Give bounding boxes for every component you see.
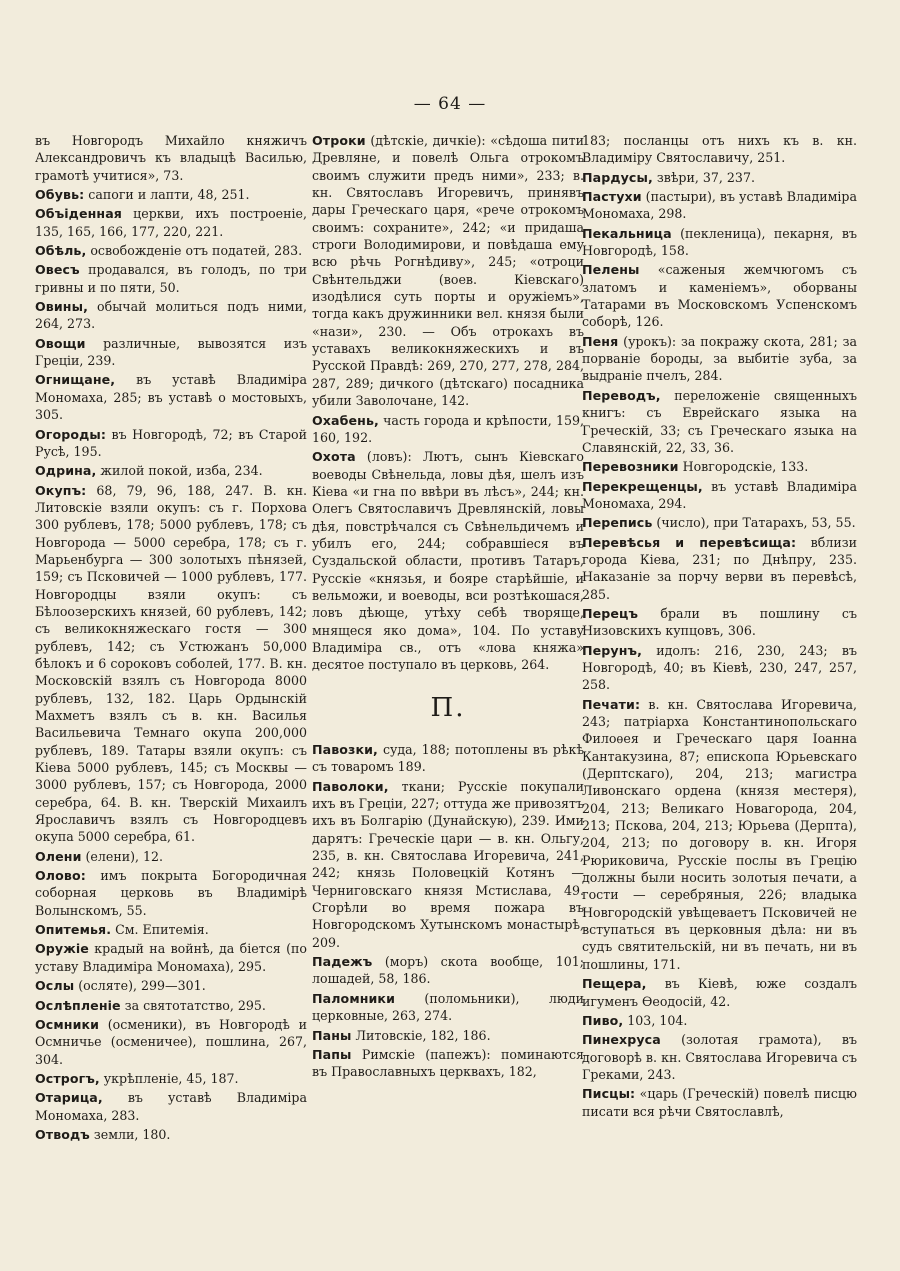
index-entry [35,867,307,919]
entry-text: въ Новгородѣ, 72; въ Старой Русѣ, 195. [35,426,307,459]
entry-text: въ Кіевѣ, юже создалъ игуменъ Ѳеодосій, 42. [582,976,857,1009]
entry-text: (дѣтскіе, дичкіе): «сѣдоша пити Древляне, и повелѣ Ольга отрокомъ своимъ служити предъ ними», 233; в. кн. Святославъ Игоревичъ, принявъ дары Греческаго царя, «рече отрокомъ своимъ: сохраните», 242; «и придаша строги Володимирови, и повѣдаша ему всю рѣчь Рогнѣдиву», 245; «отроци Свѣнтельджи (воев. Кіевскаго) изодѣлися суть порты и оружіемъ», тогда какъ дружинники вел. князя были «нази», 230. — Объ отрокахъ въ уставахъ великокняжескихъ и въ Русской Правдѣ: 269, 270, 277, 278, 284, 287, 289; дичкого (дѣтскаго) посадника убили Заволочане, 142. [312,133,584,409]
entry-headword: Отроки [312,133,366,148]
entry-headword: Пастухи [582,189,642,205]
entry-headword: Овесъ [35,262,80,278]
entry-text: (урокъ): за покражу скота, 281; за порваніе бороды, за выбитіе зуба, за выдраніе пчелъ, 284. [582,333,857,384]
index-column-left [35,132,307,1145]
index-entry [35,997,307,1014]
index-entry [582,188,857,223]
entry-text: (пастыри), въ уставѣ Владиміра Мономаха, 298. [582,189,857,222]
index-entry [582,261,857,330]
index-entry [312,1046,584,1081]
index-entry [582,514,857,531]
index-entry [35,242,307,259]
index-entry [35,186,307,203]
index-entry [582,132,857,167]
index-entry [35,298,307,333]
entry-headword: Ослы [35,978,75,994]
entry-text: (число), при Татарахъ, 53, 55. [652,515,856,531]
entry-headword: Пекальница [582,225,672,241]
index-entry [312,778,584,951]
index-entry [312,132,584,410]
entry-headword: Печати: [582,696,641,712]
entry-headword: Олово: [35,868,86,884]
entry-headword: Окупъ: [35,482,87,498]
entry-headword: Отарица, [35,1090,103,1106]
entry-text: ткани; Русскіе покупали ихъ въ Греціи, 227; оттуда же привозятъ ихъ въ Болгарію (Дунайскую), 239. Ими дарятъ: Греческіе цари — в. кн. Ольгу, 235, в. кн. Святослава Игоревича, 241, 242; князь Половецкій Котянъ — Черниговскаго князя Мстислава, 49. Сгорѣли во время пожара въ Новгородскомъ Хутынскомъ монастырѣ, 209. [312,778,584,950]
index-entry [35,940,307,975]
index-entry [312,448,584,673]
index-entry [35,426,307,461]
entry-text: 183; посланцы отъ нихъ къ в. кн. Владиміру Святославичу, 251. [582,133,857,166]
entry-text: въ уставѣ Владиміра Мономаха, 285; въ уставѣ о мостовыхъ, 305. [35,372,307,423]
entry-text: брали въ пошлину съ Низовскихъ купцовъ, 306. [582,605,857,639]
entry-headword: Огороды: [35,426,107,442]
entry-headword: Опитемья. [35,922,112,938]
letter-section-heading: П. [430,692,466,723]
entry-text: въ уставѣ Владиміра Мономаха, 283. [35,1090,307,1123]
index-entry [35,1089,307,1124]
entry-text: 68, 79, 96, 188, 247. В. кн. Литовскіе взяли окупъ: съ г. Порхова 300 рублевъ, 178; 5000 рублевъ, 178; съ Новгорода — 5000 серебра, 178; съ г. Марьенбурга — 300 золотыхъ пѣнязей, 159; съ Псковичей — 1000 рублевъ, 177. Новгородцы взяли окупъ: съ Бѣлоозерскихъ князей, 60 рублевъ, 142; съ великокняжескаго гостя — 300 рублевъ, 142; съ Устюжанъ 50,000 бѣлокъ и 6 сороковъ соболей, 177. В. кн. Московскій взялъ съ Новгорода 8000 рублевъ, 132, 182. Царь Ордынскій Махметъ взялъ съ в. кн. Василья Васильевича Темнаго окупа 200,000 рублевъ, 189. Татары взяли окупъ: съ Кіева 5000 рублевъ, 145; съ Москвы — 3000 рублевъ, 157; съ Новгорода, 2000 серебра, 64. В. кн. Тверскій Михаилъ Ярославичъ взялъ съ Новгородцевъ окупа 5000 серебра, 61. [35,482,307,845]
entry-text: «царь (Греческій) повелѣ писцю писати вся рѣчи Святославлѣ, [582,1086,857,1119]
entry-text: жилой покой, изба, 234. [96,463,263,479]
entry-headword: Перевозники [582,459,679,475]
index-entry [35,977,307,994]
entry-text: (елени), 12. [81,848,164,864]
index-entry [582,534,857,603]
entry-text: «саженыя жемчюгомъ съ златомъ и каменіемъ», оборваны Татарами въ Московскомъ Успенскомъ соборѣ, 126. [582,262,857,330]
entry-text: переложеніе священныхъ книгъ: съ Еврейскаго языка на Греческій, 33; съ Греческаго языка на Славянскій, 22, 33, 36. [582,387,857,455]
entry-text: Новгородскіе, 133. [678,459,809,475]
entry-text: различные, вывозятся изъ Греціи, 239. [35,335,307,369]
index-entry [582,1085,857,1120]
entry-headword: Перекрещенцы, [582,478,703,494]
entry-text: суда, 188; потоплены въ рѣкѣ съ товаромъ 189. [312,742,584,775]
index-entry [582,387,857,456]
entry-headword: Осмники [35,1016,100,1032]
entry-headword: Обувь: [35,187,85,203]
entry-headword: Охота [312,449,356,465]
index-entry [35,261,307,296]
index-entry [312,990,584,1025]
index-entry [35,132,307,184]
index-entry [582,696,857,974]
entry-text: звѣри, 37, 237. [652,169,755,185]
index-entry [582,1031,857,1083]
entry-headword: Паны [312,1027,352,1043]
index-entry [582,642,857,694]
entry-headword: Овины, [35,299,88,315]
entry-text: Римскіе (папежъ): поминаются въ Православныхъ церквахъ, 182, [312,1046,584,1080]
entry-headword: Писцы: [582,1086,636,1102]
entry-headword: Пелены [582,262,640,278]
entry-headword: Перевѣсья и перевѣсища: [582,534,797,550]
entry-headword: Острогъ, [35,1070,100,1086]
entry-text: продавался, въ голодъ, по три гривны и по пяти, 50. [35,262,307,295]
index-entry [582,478,857,513]
index-entry [35,482,307,846]
index-entry [312,412,584,447]
index-column-middle [312,132,584,1083]
index-entry [582,458,857,475]
entry-text: освобожденіе отъ податей, 283. [86,243,303,259]
entry-text: церкви, ихъ построеніе, 135, 165, 166, 177, 220, 221. [35,206,307,239]
entry-headword: Огнищане, [35,372,116,388]
index-entry [582,333,857,385]
entry-text: обычай молиться подъ ними, 264, 273. [35,299,307,332]
entry-text: крадый на войнѣ, да біется (по уставу Владиміра Мономаха), 295. [35,941,307,974]
index-entry [35,1126,307,1143]
index-entry [582,225,857,260]
entry-text: имъ покрыта Богородичная соборная церковь въ Владимірѣ Волынскомъ, 55. [35,868,307,918]
entry-headword: Охабень, [312,412,379,428]
page-number: — 64 — [413,94,487,114]
entry-text: (осменики), въ Новгородѣ и Осмничье (осменичее), пошлина, 267, 304. [35,1016,307,1067]
entry-text: вблизи города Кіева, 231; по Днѣпру, 235. Наказаніе за порчу верви въ перевѣсѣ, 285. [582,534,857,602]
entry-text: сапоги и лапти, 48, 251. [84,187,250,203]
entry-text: (поломьники), люди церковные, 263, 274. [312,990,584,1024]
index-entry [35,848,307,865]
entry-text: (золотая грамота), въ договорѣ в. кн. Святослава Игоревича съ Греками, 243. [582,1032,857,1082]
entry-headword: Папы [312,1046,352,1062]
entry-headword: Одрина, [35,463,97,479]
index-entry [35,921,307,938]
entry-text: укрѣпленіе, 45, 187. [99,1070,239,1086]
entry-headword: Пардусы, [582,169,653,185]
index-entry [312,1027,584,1044]
entry-headword: Ослѣпленіе [35,997,121,1013]
entry-text: въ уставѣ Владиміра Мономаха, 294. [582,478,857,511]
entry-headword: Паволоки, [312,778,389,794]
index-entry [312,741,584,776]
entry-headword: Олени [35,848,82,864]
entry-headword: Оружіе [35,941,89,957]
entry-headword: Пиво, [582,1012,624,1028]
entry-text: идолъ: 216, 230, 243; въ Новгородѣ, 40; въ Кіевѣ, 230, 247, 257, 258. [582,642,857,693]
entry-headword: Отводъ [35,1126,90,1142]
entry-text: часть города и крѣпости, 159, 160, 192. [312,412,584,445]
entry-headword: Павозки, [312,742,378,757]
index-entry [35,462,307,479]
index-entry [582,169,857,186]
index-entry [35,1016,307,1068]
entry-text: (пекленица), пекарня, въ Новгородѣ, 158. [582,225,857,259]
entry-headword: Перепись [582,515,653,531]
entry-text: в. кн. Святослава Игоревича, 243; патріарха Константинопольскаго Филоѳея и Греческаго царя Іоанна Кантакузина, 87; епископа Юрьевскаго (Дерптскаго), 204, 213; магистра Ливонскаго ордена (князя местеря), 204, 213; Великаго Новагорода, 204, 213; Пскова, 204, 213; Юрьева (Дерпта), 204, 213; по договору в. кн. Игоря Рюриковича, Русскіе послы въ Грецію должны были носить золотыя печати, а гости — серебряныя, 226; владыка Новгородскій увѣщеваетъ Псковичей не вступаться въ церковныя дѣла: ни въ судъ святительскій, ни въ печать, ни въ пошлины, 171. [582,696,857,972]
index-entry [35,335,307,370]
entry-text: (ловъ): Лютъ, сынъ Кіевскаго воеводы Свѣнельда, ловы дѣя, шелъ изъ Кіева «и гна по ввѣри въ лѣсъ», 244; кн. Олегъ Святославичъ Древлянскій, ловы дѣя, повстрѣчался съ Свѣнельдичемъ и убилъ его, 244; собравшіеся въ Суздальской области, противъ Татаръ, Русскіе «князья, и бояре старѣйшіе, и вельможи, и воеводы, вси розтѣкошася, ловъ дѣюще, утѣху себѣ творяще, мнящеся яко дома», 104. По уставу Владиміра св., отъ «лова княжа» десятое поступало въ церковь, 264. [312,449,584,673]
index-entry [582,605,857,640]
entry-text: (моръ) скота вообще, 101; лошадей, 58, 186. [312,954,584,987]
entry-headword: Паломники [312,990,396,1006]
entry-text: 103, 104. [623,1012,688,1028]
entry-headword: Пеня [582,333,619,349]
index-entry [35,371,307,423]
entry-text: за святотатство, 295. [120,997,266,1013]
index-entry [312,953,584,988]
entry-headword: Падежъ [312,954,373,970]
index-column-right [582,132,857,1122]
entry-headword: Перецъ [582,605,639,621]
entry-text: въ Новгородъ Михайло княжичъ Александровичъ къ владыцѣ Василью, грамотѣ учитися», 73. [35,133,307,183]
index-entry [582,975,857,1010]
entry-headword: Перунъ, [582,642,642,658]
entry-text: См. Епитемія. [111,922,209,938]
entry-headword: Овощи [35,335,86,351]
entry-headword: Объіденная [35,206,122,222]
index-entry [582,1012,857,1029]
index-entry [35,205,307,240]
index-entry [35,1070,307,1087]
entry-text: Литовскіе, 182, 186. [351,1027,491,1043]
entry-headword: Пещера, [582,976,647,992]
entry-text: земли, 180. [89,1126,171,1142]
entry-headword: Переводъ, [582,387,661,403]
entry-text: (осляте), 299—301. [74,978,206,994]
entry-headword: Обѣль, [35,243,87,259]
entry-headword: Пинехруса [582,1032,661,1048]
